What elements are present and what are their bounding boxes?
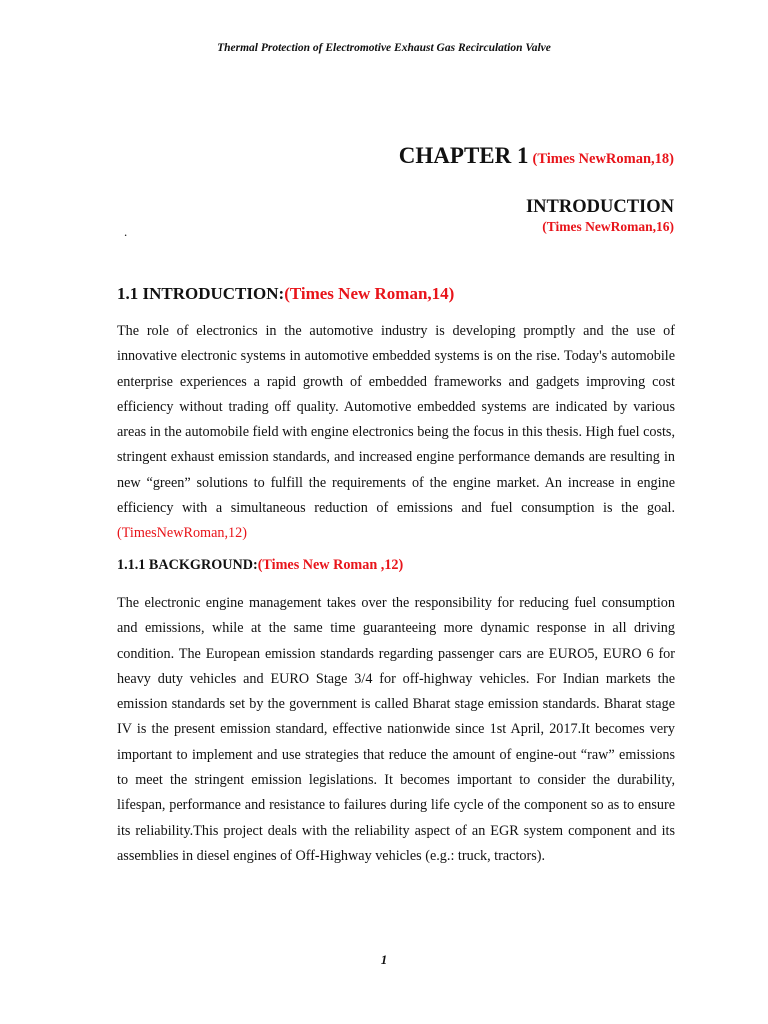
chapter-heading xyxy=(399,143,674,169)
subsection-heading xyxy=(117,557,677,574)
subsection-paragraph: The electronic engine management takes over the responsibility for reducing fuel consumption and emissions, while at the same time guaranteeing more dynamic response in all driving condition. The European emission standards regarding passenger cars are EURO5, EURO 6 for heavy duty vehicles and EURO Stage 3/4 for off-highway vehicles. For Indian markets the emission standards set by the government is called Bharat stage emission standards. Bharat stage IV is the present emission standard, effective nationwide since 1st April, 2017.It becomes very important to implement and use strategies that reduce the amount of engine-out “raw” emissions to meet the stringent emission legislations. It becomes important to consider the durability, lifespan, performance and resistance to failures during life cycle of the component so as to ensure its reliability.This project deals with the reliability aspect of an EGR system component and its assemblies in diesel engines of Off-Highway vehicles (e.g.: truck, tractors). xyxy=(117,595,675,864)
stray-mark: . xyxy=(124,224,128,239)
section-paragraph-text: The role of electronics in the automotive industry is developing promptly and the use of innovative electronic systems in automotive embedded systems is on the rise. Today's automobile enterprise experiences a rapid growth of embedded frameworks and gadgets improving cost efficiency without trading off quality. Automotive embedded systems are indicated by various areas in the automobile field with engine electronics being the focus in this thesis. High fuel costs, stringent exhaust emission standards, and increased engine performance demands are resulting in new “green” solutions to fulfill the requirements of the engine market. An increase in engine efficiency with a simultaneous reduction of emissions and fuel consumption is the goal. xyxy=(117,323,675,517)
section-heading-font-note: (Times New Roman,14) xyxy=(284,284,455,303)
section-paragraph xyxy=(117,319,675,547)
section-paragraph-font-note: (TimesNewRoman,12) xyxy=(117,525,247,542)
section-heading-text: 1.1 INTRODUCTION: xyxy=(117,284,285,303)
section-heading xyxy=(117,284,677,304)
subsection-heading-text: 1.1.1 BACKGROUND: xyxy=(117,557,258,573)
subsection-heading-font-note: (Times New Roman ,12) xyxy=(257,557,404,573)
chapter-title-font-note: (Times NewRoman,16) xyxy=(542,219,674,234)
running-header: Thermal Protection of Electromotive Exhaust Gas Recirculation Valve xyxy=(217,42,551,54)
page-number: 1 xyxy=(380,952,388,967)
chapter-label: CHAPTER 1 xyxy=(398,143,529,168)
chapter-title: INTRODUCTION xyxy=(525,197,674,217)
chapter-font-note: (Times NewRoman,18) xyxy=(532,151,674,167)
